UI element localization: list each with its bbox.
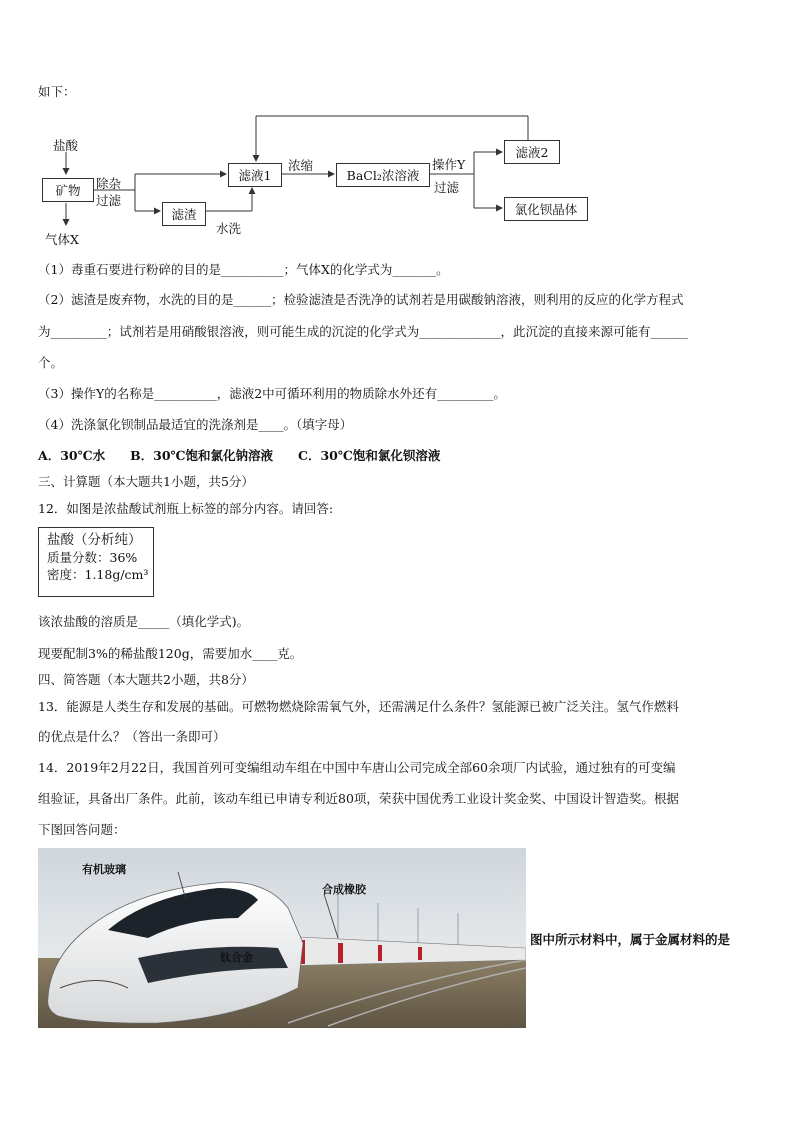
hcl-label: 盐酸 xyxy=(53,138,79,153)
ore-box xyxy=(42,178,94,202)
filtrate2-box xyxy=(504,140,560,164)
filtrate1-label: 滤液1 xyxy=(238,168,272,183)
intro-text: 如下： xyxy=(38,84,76,99)
q14-question-text: 图中所示材料中，属于金属材料的是 xyxy=(530,932,731,947)
residue-box xyxy=(162,202,206,226)
crystal-box xyxy=(504,197,588,221)
q13-line1: 13．能源是人类生存和发展的基础。可燃物燃烧除需氧气外，还需满足什么条件？氢能源已被广泛关注。氢气作燃料 xyxy=(38,699,679,714)
reagent-label-box xyxy=(38,527,154,597)
section3-heading: 三、计算题（本大题共1小题，共5分） xyxy=(38,474,254,489)
operation-y-label: 操作Y xyxy=(432,157,466,172)
filtrate2-label: 滤液2 xyxy=(515,145,549,160)
filter-label-1: 过滤 xyxy=(96,193,122,208)
q11-part3: （3）操作Y的名称是__________，滤液2中可循环利用的物质除水外还有_________。 xyxy=(38,386,506,401)
filtrate1-box xyxy=(228,163,282,187)
q14-line2: 组验证，具备出厂条件。此前，该动车组已申请专利近80项，荣获中国优秀工业设计奖金奖、中国设计智造奖。根据 xyxy=(38,791,679,806)
remove-impurity-label: 除杂 xyxy=(96,176,122,191)
q12-part-b: 现要配制3%的稀盐酸120g，需要加水____克。 xyxy=(38,646,303,661)
q11-part1: （1）毒重石要进行粉碎的目的是__________；气体X的化学式为_______。 xyxy=(38,262,449,277)
q11-part4: （4）洗涤氯化钡制品最适宜的洗涤剂是____。（填字母） xyxy=(38,417,353,432)
q13-line2: 的优点是什么？（答出一条即可） xyxy=(38,729,226,744)
gas-x-label: 气体X xyxy=(45,232,79,247)
q12-part-a: 该浓盐酸的溶质是_____（填化学式)。 xyxy=(38,614,250,629)
photo-label-organic-glass: 有机玻璃 xyxy=(82,863,126,876)
ore-label: 矿物 xyxy=(55,183,81,198)
q14-line3: 下图回答问题： xyxy=(38,822,126,837)
q14-line1: 14．2019年2月22日，我国首列可变编组动车组在中国中车唐山公司完成全部60余项厂内试验，通过独有的可变编 xyxy=(38,760,676,775)
label-title: 盐酸（分析纯） xyxy=(47,532,142,548)
wash-label: 水洗 xyxy=(216,221,242,236)
q11-part2-line2: 为_________；试剂若是用硝酸银溶液，则可能生成的沉淀的化学式为_____________，此沉淀的直接来源可能有______ xyxy=(38,324,689,339)
label-mass-fraction: 质量分数：36% xyxy=(47,550,138,565)
label-density: 密度：1.18g/cm³ xyxy=(47,567,149,582)
q11-part2-line3: 个。 xyxy=(38,355,64,370)
crystal-label: 氯化钡晶体 xyxy=(514,202,578,217)
photo-label-synthetic-rubber: 合成橡胶 xyxy=(322,883,366,896)
section4-heading: 四、简答题（本大题共2小题，共8分） xyxy=(38,672,254,687)
photo-label-titanium-alloy: 钛合金 xyxy=(220,951,253,964)
bacl2-box xyxy=(336,163,430,187)
concentrate-label: 浓缩 xyxy=(288,158,314,173)
residue-label: 滤渣 xyxy=(171,207,197,222)
q11-part2-line1: （2）滤渣是废弃物，水洗的目的是______；检验滤渣是否洗净的试剂若是用碳酸钠溶液，则利用的反应的化学方程式 xyxy=(38,292,684,307)
filter-label-2: 过滤 xyxy=(434,180,460,195)
q12-stem: 12．如图是浓盐酸试剂瓶上标签的部分内容。请回答: xyxy=(38,501,334,516)
bacl2-label: BaCl₂浓溶液 xyxy=(346,168,420,183)
q11-options: A．30℃水 B．30℃饱和氯化钠溶液 C．30℃饱和氯化钡溶液 xyxy=(38,448,441,463)
process-flow-diagram xyxy=(30,108,630,258)
bullet-train-photo xyxy=(38,848,526,1028)
